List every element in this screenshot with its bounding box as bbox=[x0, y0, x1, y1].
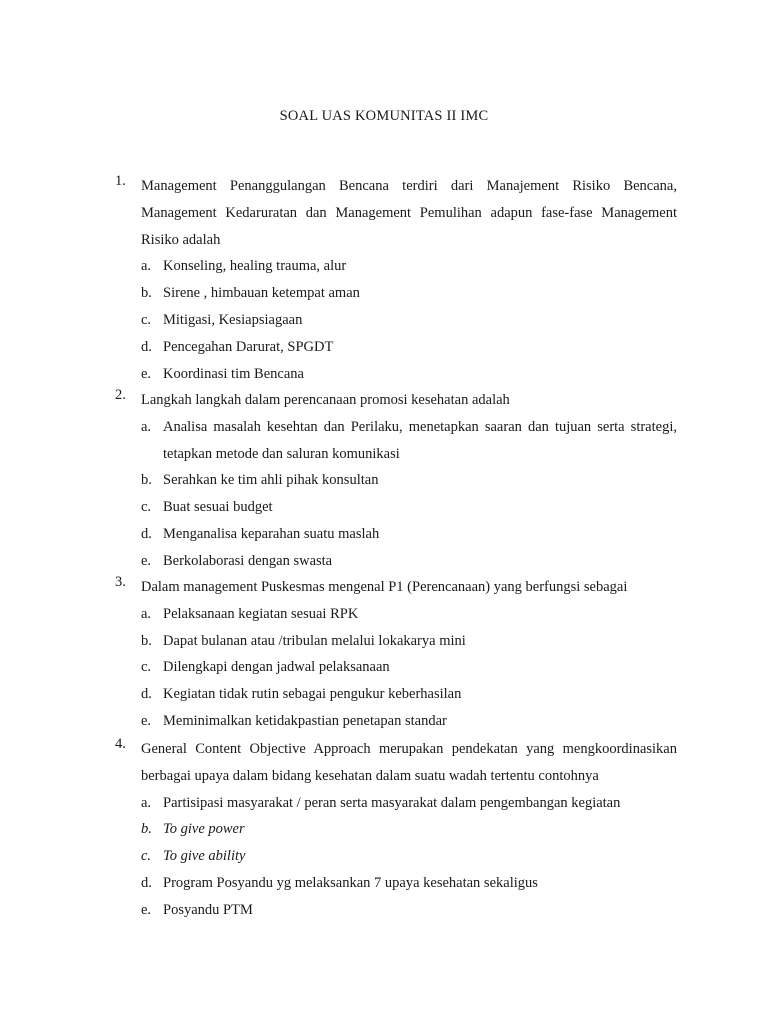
option-e bbox=[141, 708, 677, 735]
option-text: Mitigasi, Kesiapsiagaan bbox=[163, 311, 303, 328]
option-letter: e. bbox=[141, 365, 152, 382]
option-text: Partisipasi masyarakat / peran serta masyarakat dalam pengembangan kegiatan bbox=[163, 794, 621, 811]
option-text: To give ability bbox=[163, 848, 246, 865]
option-letter: e. bbox=[141, 712, 152, 729]
option-letter: d. bbox=[141, 525, 152, 542]
document-title: SOAL UAS KOMUNITAS II IMC bbox=[279, 108, 489, 124]
option-text: Dapat bulanan atau /tribulan melalui lokakarya mini bbox=[163, 632, 466, 649]
question-4 bbox=[115, 736, 677, 924]
option-letter: d. bbox=[141, 874, 152, 891]
option-text: Serahkan ke tim ahli pihak konsultan bbox=[163, 472, 379, 489]
option-text: Analisa masalah kesehtan dan Perilaku, menetapkan saaran dan tujuan serta strategi, tetapkan metode dan saluran komunikasi bbox=[163, 418, 677, 462]
option-letter: c. bbox=[141, 848, 152, 865]
option-letter: d. bbox=[141, 686, 152, 703]
option-letter: c. bbox=[141, 311, 152, 328]
option-text: Pelaksanaan kegiatan sesuai RPK bbox=[163, 605, 359, 622]
option-letter: a. bbox=[141, 258, 152, 275]
option-text: Program Posyandu yg melaksankan 7 upaya kesehatan sekaligus bbox=[163, 874, 538, 891]
option-c bbox=[141, 307, 677, 334]
option-a bbox=[141, 790, 677, 817]
option-letter: d. bbox=[141, 338, 152, 355]
option-letter: b. bbox=[141, 285, 152, 302]
option-b bbox=[141, 280, 677, 307]
option-letter: b. bbox=[141, 472, 152, 489]
option-d bbox=[141, 521, 677, 548]
option-text: Konseling, healing trauma, alur bbox=[163, 258, 347, 275]
option-text: Pencegahan Darurat, SPGDT bbox=[163, 338, 334, 355]
question-3 bbox=[115, 574, 677, 735]
question-number: 4. bbox=[115, 736, 126, 752]
option-d bbox=[141, 870, 677, 897]
option-d bbox=[141, 681, 677, 708]
option-c bbox=[141, 843, 677, 870]
option-letter: c. bbox=[141, 659, 152, 676]
option-c bbox=[141, 654, 677, 681]
option-letter: b. bbox=[141, 632, 152, 649]
option-b bbox=[141, 467, 677, 494]
option-text: Menganalisa keparahan suatu maslah bbox=[163, 525, 380, 542]
option-letter: a. bbox=[141, 794, 152, 811]
option-text: Kegiatan tidak rutin sebagai pengukur keberhasilan bbox=[163, 686, 462, 703]
option-letter: e. bbox=[141, 552, 152, 569]
question-1 bbox=[115, 173, 677, 387]
option-letter: c. bbox=[141, 499, 152, 516]
question-number: 2. bbox=[115, 387, 126, 403]
option-text: Dilengkapi dengan jadwal pelaksanaan bbox=[163, 659, 390, 676]
option-e bbox=[141, 361, 677, 388]
option-letter: e. bbox=[141, 901, 152, 918]
question-text: Langkah langkah dalam perencanaan promosi kesehatan adalah bbox=[141, 392, 510, 408]
option-e bbox=[141, 548, 677, 575]
option-b bbox=[141, 628, 677, 655]
option-text: Koordinasi tim Bencana bbox=[163, 365, 304, 382]
option-letter: b. bbox=[141, 821, 152, 838]
option-a bbox=[141, 253, 677, 280]
option-text: Meminimalkan ketidakpastian penetapan standar bbox=[163, 712, 447, 729]
option-text: To give power bbox=[163, 821, 245, 838]
option-text: Berkolaborasi dengan swasta bbox=[163, 552, 333, 569]
option-text: Buat sesuai budget bbox=[163, 499, 273, 516]
question-text: Dalam management Puskesmas mengenal P1 (Perencanaan) yang berfungsi sebagai bbox=[141, 579, 628, 595]
question-text: Management Penanggulangan Bencana terdiri dari Manajement Risiko Bencana, Management Kedaruratan dan Management Pemulihan adapun fase-fase Management Risiko adalah bbox=[141, 178, 677, 248]
question-number: 3. bbox=[115, 574, 126, 590]
option-c bbox=[141, 494, 677, 521]
option-e bbox=[141, 897, 677, 924]
option-letter: a. bbox=[141, 418, 152, 435]
question-text: General Content Objective Approach merupakan pendekatan yang mengkoordinasikan berbagai upaya dalam bidang kesehatan dalam suatu wadah tertentu contohnya bbox=[141, 741, 677, 784]
question-2 bbox=[115, 387, 677, 575]
question-number: 1. bbox=[115, 173, 126, 189]
option-a bbox=[141, 601, 677, 628]
option-d bbox=[141, 334, 677, 361]
option-a bbox=[141, 414, 677, 468]
option-b bbox=[141, 816, 677, 843]
option-letter: a. bbox=[141, 605, 152, 622]
option-text: Sirene , himbauan ketempat aman bbox=[163, 285, 360, 302]
option-text: Posyandu PTM bbox=[163, 901, 253, 918]
